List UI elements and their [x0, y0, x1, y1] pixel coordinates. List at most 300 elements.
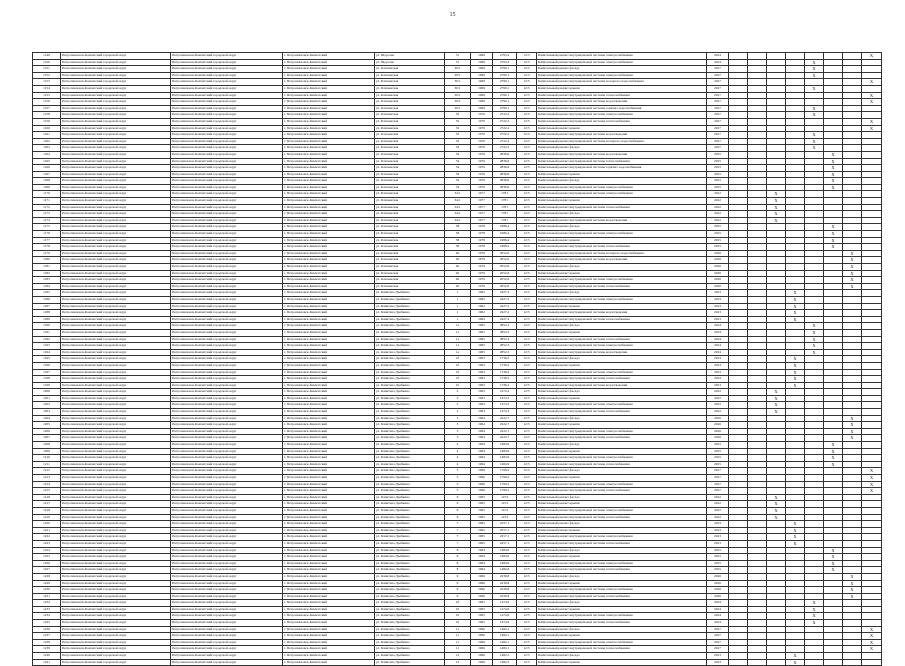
mark-cell: [748, 362, 767, 369]
mark-cell: [786, 409, 805, 416]
mark-cell: [843, 211, 862, 218]
mark-cell: [805, 547, 824, 554]
mark-cell: [729, 296, 748, 303]
cell-work: Капитальный ремонт внутридомовой системы электроснабжения: [537, 53, 707, 60]
cell-municipality: Петропавловск-Камчатский городской округ: [61, 593, 171, 600]
cell-year: 1966: [471, 653, 493, 660]
cell-area: 1474,3: [493, 402, 517, 409]
cell-floors: 12/5: [517, 349, 537, 356]
mark-cell: [729, 428, 748, 435]
mark-cell: [729, 217, 748, 224]
cell-settlement-district: Петропавловск-Камчатский городской округ: [171, 237, 283, 244]
mark-cell: X: [824, 442, 843, 449]
cell-year: 1969: [471, 92, 493, 99]
mark-cell: [767, 475, 786, 482]
cell-row-no: 1183: [33, 277, 61, 284]
cell-street: ул. Ключевская: [375, 224, 445, 231]
mark-cell: [824, 336, 843, 343]
mark-cell: [843, 329, 862, 336]
mark-cell: [824, 343, 843, 350]
cell-street: ул. Капитана Драбкина: [375, 659, 445, 666]
cell-year: 1963: [471, 382, 493, 389]
mark-cell: [786, 475, 805, 482]
cell-row-no: 1157: [33, 105, 61, 112]
mark-cell: [824, 653, 843, 660]
cell-floors: 12/5: [517, 527, 537, 534]
cell-settlement-district: Петропавловск-Камчатский городской округ: [171, 171, 283, 178]
mark-cell: [767, 620, 786, 627]
table-row: [33, 428, 882, 435]
mark-cell: [729, 250, 748, 257]
cell-floors: 12/5: [517, 224, 537, 231]
cell-row-no: 1223: [33, 540, 61, 547]
cell-house: 34: [445, 178, 471, 185]
cell-floors: 12/5: [517, 435, 537, 442]
mark-cell: X: [824, 547, 843, 554]
mark-cell: [786, 204, 805, 211]
cell-row-no: 1207: [33, 435, 61, 442]
mark-cell: [786, 191, 805, 198]
table-row: [33, 567, 882, 574]
mark-cell: [824, 66, 843, 73]
cell-street: ул. Капитана Драбкина: [375, 428, 445, 435]
mark-cell: X: [786, 316, 805, 323]
cell-period: 2022: [707, 494, 729, 501]
cell-year: 1965: [471, 329, 493, 336]
cell-house: 7: [445, 534, 471, 541]
cell-floors: 12/5: [517, 567, 537, 574]
cell-locality: г. Петропавловск-Камчатский: [283, 501, 375, 508]
cell-municipality: Петропавловск-Камчатский городской округ: [61, 560, 171, 567]
mark-cell: [767, 349, 786, 356]
mark-cell: X: [824, 554, 843, 561]
mark-cell: [748, 53, 767, 60]
cell-work: Капитальный ремонт фасада: [537, 323, 707, 330]
cell-street: ул. Капитана Драбкина: [375, 468, 445, 475]
cell-floors: 12/5: [517, 85, 537, 92]
cell-period: 2027: [707, 85, 729, 92]
mark-cell: [767, 554, 786, 561]
mark-cell: X: [767, 395, 786, 402]
mark-cell: X: [862, 99, 882, 106]
cell-work: Капитальный ремонт внутридомовой системы теплоснабжения: [537, 514, 707, 521]
mark-cell: X: [805, 72, 824, 79]
cell-locality: г. Петропавловск-Камчатский: [283, 171, 375, 178]
mark-cell: [805, 573, 824, 580]
mark-cell: [843, 540, 862, 547]
mark-cell: [824, 521, 843, 528]
cell-house: 40: [445, 257, 471, 264]
mark-cell: [824, 125, 843, 132]
mark-cell: [805, 653, 824, 660]
cell-year: 1965: [471, 540, 493, 547]
mark-cell: [767, 316, 786, 323]
mark-cell: [748, 468, 767, 475]
mark-cell: [843, 138, 862, 145]
table-row: [33, 554, 882, 561]
mark-cell: X: [824, 224, 843, 231]
cell-row-no: 1155: [33, 92, 61, 99]
cell-period: 2023: [707, 521, 729, 528]
mark-cell: [729, 125, 748, 132]
mark-cell: [729, 382, 748, 389]
cell-period: 2025: [707, 455, 729, 462]
cell-floors: 12/5: [517, 237, 537, 244]
cell-settlement-district: Петропавловск-Камчатский городской округ: [171, 567, 283, 574]
cell-area: 2052,6: [493, 264, 517, 271]
cell-settlement-district: Петропавловск-Камчатский городской округ: [171, 270, 283, 277]
cell-row-no: 1194: [33, 349, 61, 356]
mark-cell: [767, 290, 786, 297]
table-row: [33, 336, 882, 343]
cell-area: 2230,8: [493, 580, 517, 587]
table-row: [33, 613, 882, 620]
mark-cell: [824, 409, 843, 416]
mark-cell: [824, 191, 843, 198]
cell-street: ул. Капитана Драбкина: [375, 540, 445, 547]
cell-house: 30/1: [445, 72, 471, 79]
cell-area: 1799,2: [493, 468, 517, 475]
cell-period: 2025: [707, 448, 729, 455]
cell-municipality: Петропавловск-Камчатский городской округ: [61, 435, 171, 442]
cell-year: 1970: [471, 145, 493, 152]
mark-cell: [805, 389, 824, 396]
cell-house: 11: [445, 633, 471, 640]
mark-cell: [843, 514, 862, 521]
cell-municipality: Петропавловск-Камчатский городской округ: [61, 310, 171, 317]
mark-cell: [767, 455, 786, 462]
cell-year: 1962: [471, 290, 493, 297]
cell-street: ул. Ключевская: [375, 184, 445, 191]
mark-cell: X: [862, 481, 882, 488]
mark-cell: [767, 231, 786, 238]
mark-cell: [729, 184, 748, 191]
cell-floors: 12/5: [517, 573, 537, 580]
cell-row-no: 1217: [33, 501, 61, 508]
mark-cell: [729, 501, 748, 508]
cell-period: 2022: [707, 395, 729, 402]
cell-settlement-district: Петропавловск-Камчатский городской округ: [171, 501, 283, 508]
cell-house: 1: [445, 310, 471, 317]
mark-cell: [729, 514, 748, 521]
cell-area: 2257,1: [493, 534, 517, 541]
cell-year: 1979: [471, 250, 493, 257]
cell-year: 1969: [471, 79, 493, 86]
mark-cell: X: [805, 105, 824, 112]
cell-house: 9: [445, 587, 471, 594]
mark-cell: [843, 158, 862, 165]
mark-cell: [786, 514, 805, 521]
cell-settlement-district: Петропавловск-Камчатский городской округ: [171, 79, 283, 86]
table-row: [33, 283, 882, 290]
cell-row-no: 1158: [33, 112, 61, 119]
cell-work: Капитальный ремонт внутридомовой системы теплоснабжения: [537, 646, 707, 653]
mark-cell: [805, 534, 824, 541]
mark-cell: [843, 316, 862, 323]
cell-house: 1б: [445, 356, 471, 363]
mark-cell: [729, 59, 748, 66]
cell-work: Капитальный ремонт внутридомовой системы водоотведения: [537, 132, 707, 139]
mark-cell: [767, 600, 786, 607]
cell-year: 1976: [471, 158, 493, 165]
cell-work: Капитальный ремонт внутридомовой системы электроснабжения: [537, 277, 707, 284]
cell-floors: 12/5: [517, 53, 537, 60]
mark-cell: [843, 507, 862, 514]
mark-cell: [862, 448, 882, 455]
cell-work: Капитальный ремонт фасада: [537, 600, 707, 607]
mark-cell: [862, 165, 882, 172]
cell-work: Капитальный ремонт внутридомовой системы холодного водоснабжения: [537, 138, 707, 145]
cell-house: 32: [445, 125, 471, 132]
mark-cell: [786, 567, 805, 574]
mark-cell: [862, 310, 882, 317]
cell-area: 1736,2: [493, 382, 517, 389]
mark-cell: [786, 257, 805, 264]
mark-cell: [767, 264, 786, 271]
mark-cell: [843, 534, 862, 541]
cell-row-no: 1169: [33, 184, 61, 191]
mark-cell: [805, 494, 824, 501]
cell-period: 2027: [707, 105, 729, 112]
table-row: [33, 178, 882, 185]
cell-street: ул. Капитана Драбкина: [375, 560, 445, 567]
cell-work: Капитальный ремонт внутридомовой системы электроснабжения: [537, 191, 707, 198]
cell-house: 1а: [445, 323, 471, 330]
cell-work: Капитальный ремонт внутридомовой системы теплоснабжения: [537, 92, 707, 99]
cell-row-no: 1162: [33, 138, 61, 145]
mark-cell: [767, 92, 786, 99]
cell-house: 12: [445, 653, 471, 660]
mark-cell: X: [786, 540, 805, 547]
cell-locality: г. Петропавловск-Камчатский: [283, 600, 375, 607]
cell-year: 1976: [471, 171, 493, 178]
cell-municipality: Петропавловск-Камчатский городской округ: [61, 461, 171, 468]
mark-cell: X: [786, 296, 805, 303]
mark-cell: [767, 527, 786, 534]
mark-cell: [729, 389, 748, 396]
mark-cell: [748, 244, 767, 251]
mark-cell: [748, 270, 767, 277]
cell-period: 2025: [707, 554, 729, 561]
mark-cell: [767, 521, 786, 528]
mark-cell: [786, 442, 805, 449]
table-row: [33, 376, 882, 383]
mark-cell: [786, 448, 805, 455]
mark-cell: [786, 613, 805, 620]
table-row: [33, 620, 882, 627]
table-row: [33, 138, 882, 145]
cell-work: Капитальный ремонт внутридомовой системы электроснабжения: [537, 587, 707, 594]
mark-cell: [805, 402, 824, 409]
mark-cell: [843, 303, 862, 310]
mark-cell: [805, 593, 824, 600]
cell-year: 1976: [471, 178, 493, 185]
cell-locality: г. Петропавловск-Камчатский: [283, 184, 375, 191]
cell-settlement-district: Петропавловск-Камчатский городской округ: [171, 92, 283, 99]
mark-cell: [862, 343, 882, 350]
cell-settlement-district: Петропавловск-Камчатский городской округ: [171, 389, 283, 396]
table-row: [33, 475, 882, 482]
mark-cell: [843, 448, 862, 455]
mark-cell: [748, 514, 767, 521]
cell-area: 2722,2: [493, 112, 517, 119]
mark-cell: [786, 92, 805, 99]
cell-house: 5: [445, 481, 471, 488]
mark-cell: [767, 369, 786, 376]
cell-street: ул. Ключевская: [375, 105, 445, 112]
cell-locality: г. Петропавловск-Камчатский: [283, 237, 375, 244]
mark-cell: [767, 606, 786, 613]
mark-cell: [824, 540, 843, 547]
mark-cell: [786, 79, 805, 86]
cell-floors: 12/5: [517, 112, 537, 119]
mark-cell: [824, 217, 843, 224]
cell-row-no: 1174: [33, 217, 61, 224]
cell-street: ул. Ключевская: [375, 92, 445, 99]
cell-area: 2790,1: [493, 92, 517, 99]
cell-settlement-district: Петропавловск-Камчатский городской округ: [171, 442, 283, 449]
cell-row-no: 1227: [33, 567, 61, 574]
mark-cell: [748, 600, 767, 607]
mark-cell: X: [767, 204, 786, 211]
cell-locality: г. Петропавловск-Камчатский: [283, 428, 375, 435]
mark-cell: [862, 270, 882, 277]
mark-cell: [748, 283, 767, 290]
mark-cell: [729, 540, 748, 547]
cell-area: 2052,6: [493, 277, 517, 284]
cell-period: 2023: [707, 362, 729, 369]
cell-street: ул. Капитана Драбкина: [375, 356, 445, 363]
mark-cell: [729, 580, 748, 587]
cell-street: ул. Капитана Драбкина: [375, 316, 445, 323]
cell-period: 2026: [707, 422, 729, 429]
cell-house: 6: [445, 507, 471, 514]
cell-row-no: 1212: [33, 468, 61, 475]
mark-cell: [729, 165, 748, 172]
mark-cell: [729, 270, 748, 277]
mark-cell: [729, 402, 748, 409]
cell-house: 11: [445, 646, 471, 653]
mark-cell: X: [843, 283, 862, 290]
cell-street: ул. Капитана Драбкина: [375, 646, 445, 653]
table-row: [33, 105, 882, 112]
cell-street: ул. Капитана Драбкина: [375, 415, 445, 422]
cell-locality: г. Петропавловск-Камчатский: [283, 191, 375, 198]
cell-municipality: Петропавловск-Камчатский городской округ: [61, 514, 171, 521]
cell-work: Капитальный ремонт фасада: [537, 290, 707, 297]
mark-cell: [786, 343, 805, 350]
cell-settlement-district: Петропавловск-Камчатский городской округ: [171, 125, 283, 132]
cell-floors: 12/5: [517, 138, 537, 145]
cell-work: Капитальный ремонт крыши: [537, 329, 707, 336]
mark-cell: X: [786, 653, 805, 660]
mark-cell: [729, 85, 748, 92]
cell-floors: 12/5: [517, 442, 537, 449]
cell-work: Капитальный ремонт внутридомовой системы электроснабжения: [537, 428, 707, 435]
cell-year: 1969: [471, 105, 493, 112]
cell-floors: 12/5: [517, 606, 537, 613]
cell-row-no: 1224: [33, 547, 61, 554]
mark-cell: [862, 158, 882, 165]
cell-period: 2025: [707, 224, 729, 231]
mark-cell: [862, 567, 882, 574]
mark-cell: [862, 237, 882, 244]
cell-locality: г. Петропавловск-Камчатский: [283, 178, 375, 185]
cell-year: 1962: [471, 296, 493, 303]
mark-cell: [862, 461, 882, 468]
cell-year: 1979: [471, 277, 493, 284]
cell-floors: 12/5: [517, 323, 537, 330]
cell-period: 2024: [707, 613, 729, 620]
cell-street: ул. Щорсова: [375, 53, 445, 60]
mark-cell: [729, 244, 748, 251]
mark-cell: [729, 435, 748, 442]
cell-period: 2027: [707, 138, 729, 145]
cell-municipality: Петропавловск-Камчатский городской округ: [61, 184, 171, 191]
cell-floors: 12/5: [517, 600, 537, 607]
mark-cell: [862, 72, 882, 79]
cell-locality: г. Петропавловск-Камчатский: [283, 395, 375, 402]
cell-locality: г. Петропавловск-Камчатский: [283, 145, 375, 152]
cell-street: ул. Капитана Драбкина: [375, 369, 445, 376]
cell-row-no: 1189: [33, 316, 61, 323]
mark-cell: [862, 600, 882, 607]
cell-settlement-district: Петропавловск-Камчатский городской округ: [171, 99, 283, 106]
mark-cell: [729, 264, 748, 271]
mark-cell: [767, 646, 786, 653]
table-row: [33, 171, 882, 178]
cell-work: Капитальный ремонт крыши: [537, 501, 707, 508]
mark-cell: [824, 376, 843, 383]
page-number: 15: [449, 12, 456, 18]
mark-cell: [824, 105, 843, 112]
cell-floors: 12/5: [517, 105, 537, 112]
mark-cell: [748, 587, 767, 594]
mark-cell: [767, 587, 786, 594]
cell-locality: г. Петропавловск-Камчатский: [283, 277, 375, 284]
cell-year: 1964: [471, 560, 493, 567]
cell-settlement-district: Петропавловск-Камчатский городской округ: [171, 138, 283, 145]
cell-municipality: Петропавловск-Камчатский городской округ: [61, 158, 171, 165]
cell-locality: г. Петропавловск-Камчатский: [283, 217, 375, 224]
mark-cell: [786, 171, 805, 178]
mark-cell: [748, 428, 767, 435]
cell-period: 2022: [707, 211, 729, 218]
mark-cell: [748, 105, 767, 112]
cell-work: Капитальный ремонт фасада: [537, 494, 707, 501]
cell-work: Капитальный ремонт фасада: [537, 224, 707, 231]
mark-cell: [786, 620, 805, 627]
cell-house: 4: [445, 455, 471, 462]
mark-cell: X: [805, 343, 824, 350]
cell-house: 10: [445, 613, 471, 620]
mark-cell: [824, 422, 843, 429]
cell-area: 2793,4: [493, 53, 517, 60]
cell-area: 1484,6: [493, 560, 517, 567]
cell-locality: г. Петропавловск-Камчатский: [283, 653, 375, 660]
mark-cell: [843, 521, 862, 528]
mark-cell: [786, 231, 805, 238]
cell-floors: 12/5: [517, 626, 537, 633]
mark-cell: [748, 415, 767, 422]
mark-cell: X: [767, 507, 786, 514]
cell-period: 2022: [707, 409, 729, 416]
mark-cell: [729, 310, 748, 317]
cell-year: 1966: [471, 593, 493, 600]
mark-cell: [767, 99, 786, 106]
cell-settlement-district: Петропавловск-Камчатский городской округ: [171, 362, 283, 369]
cell-municipality: Петропавловск-Камчатский городской округ: [61, 85, 171, 92]
